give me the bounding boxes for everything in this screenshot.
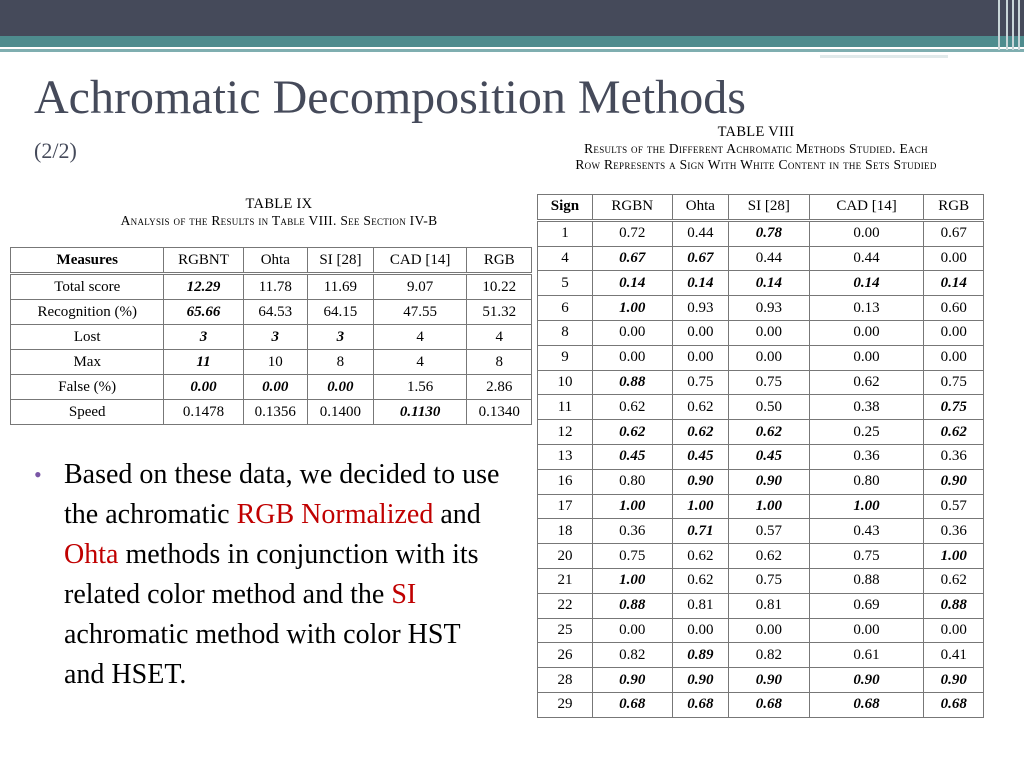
table-viii-cell: 0.00	[809, 220, 924, 246]
table-viii-cell: 0.00	[672, 618, 728, 643]
table-viii-row	[538, 271, 984, 296]
table-viii-cell: 18	[538, 519, 593, 544]
table-viii-row	[538, 568, 984, 593]
table-ix-cell: Total score	[11, 274, 164, 300]
table-ix-cell: 4	[373, 350, 467, 375]
table-ix-cell: 0.1478	[164, 400, 243, 425]
table-viii-cell: 1.00	[672, 494, 728, 519]
table-viii-cell: 1.00	[924, 544, 984, 569]
table-viii-row	[538, 668, 984, 693]
table-ix-caption	[34, 196, 524, 229]
table-viii-cell: 0.75	[592, 544, 672, 569]
table-ix-row	[11, 350, 532, 375]
table-ix-cell: 51.32	[467, 300, 532, 325]
table-viii-cell: 0.62	[672, 420, 728, 445]
table-viii-caption-line1: Results of the Different Achromatic Methods Studied. Each	[584, 141, 928, 156]
table-ix-caption-line1: Analysis of the Results in Table VIII. See Section IV-B	[120, 213, 438, 228]
table-viii-row	[538, 544, 984, 569]
table-ix-cell: 9.07	[373, 274, 467, 300]
table-viii-row	[538, 494, 984, 519]
table-ix-cell: Speed	[11, 400, 164, 425]
table-ix-cell: 3	[164, 325, 243, 350]
table-viii-cell: 1	[538, 220, 593, 246]
table-ix-row	[11, 274, 532, 300]
table-viii-cell: 22	[538, 593, 593, 618]
table-viii-header-cell: CAD [14]	[809, 195, 924, 221]
bullet-dot-icon: •	[34, 462, 42, 487]
table-ix-cell: 11	[164, 350, 243, 375]
table-viii-cell: 0.36	[809, 444, 924, 469]
table-viii-cell: 0.75	[672, 370, 728, 395]
table-viii-cell: 0.67	[924, 220, 984, 246]
table-viii-cell: 0.68	[924, 692, 984, 717]
table-viii-cell: 0.57	[729, 519, 810, 544]
table-viii-header-cell: SI [28]	[729, 195, 810, 221]
bullet-text-part1: Based on these data, we decided to use the achromatic	[64, 459, 500, 530]
table-ix-cell: 11.69	[308, 274, 374, 300]
table-viii-cell: 0.00	[672, 320, 728, 345]
table-viii-cell: 0.80	[592, 469, 672, 494]
table-viii-cell: 0.60	[924, 296, 984, 321]
table-ix-row	[11, 400, 532, 425]
table-ix-row	[11, 325, 532, 350]
bullet-text	[64, 455, 504, 695]
table-ix-cell: 0.00	[243, 375, 307, 400]
table-viii-cell: 1.00	[592, 494, 672, 519]
table-viii-cell: 0.44	[729, 246, 810, 271]
table-viii-row	[538, 296, 984, 321]
table-viii-cell: 0.75	[924, 395, 984, 420]
header-accent-band	[0, 36, 1024, 47]
table-viii-cell: 0.90	[924, 469, 984, 494]
table-viii-cell: 25	[538, 618, 593, 643]
table-viii-cell: 0.88	[924, 593, 984, 618]
table-ix-cell: 1.56	[373, 375, 467, 400]
table-viii-cell: 16	[538, 469, 593, 494]
table-viii-caption-title: TABLE VIII	[717, 124, 795, 140]
table-viii-cell: 0.62	[729, 420, 810, 445]
table-ix-cell: 0.1400	[308, 400, 374, 425]
table-viii-cell: 0.75	[809, 544, 924, 569]
table-viii-cell: 20	[538, 544, 593, 569]
table-viii-cell: 0.81	[729, 593, 810, 618]
table-ix-cell: Lost	[11, 325, 164, 350]
table-ix-header-cell: SI [28]	[308, 248, 374, 274]
table-viii-cell: 0.88	[592, 593, 672, 618]
table-ix-cell: Recognition (%)	[11, 300, 164, 325]
table-viii-cell: 0.78	[729, 220, 810, 246]
table-viii-cell: 0.36	[924, 519, 984, 544]
table-viii-row	[538, 345, 984, 370]
table-ix-cell: 10.22	[467, 274, 532, 300]
table-viii-cell: 0.93	[729, 296, 810, 321]
table-viii-row	[538, 519, 984, 544]
table-viii-cell: 0.00	[809, 618, 924, 643]
table-viii-cell: 0.67	[672, 246, 728, 271]
table-viii-cell: 0.62	[809, 370, 924, 395]
table-ix-header-cell: Ohta	[243, 248, 307, 274]
table-viii-cell: 0.41	[924, 643, 984, 668]
table-ix-row	[11, 300, 532, 325]
table-viii-cell: 0.14	[924, 271, 984, 296]
table-viii-cell: 0.44	[809, 246, 924, 271]
table-viii-cell: 4	[538, 246, 593, 271]
table-viii-caption-line2: Row Represents a Sign With White Content in the Sets Studied	[575, 157, 937, 172]
table-viii-cell: 6	[538, 296, 593, 321]
table-viii-cell: 9	[538, 345, 593, 370]
table-viii-cell: 0.81	[672, 593, 728, 618]
table-viii-cell: 0.44	[672, 220, 728, 246]
table-ix-cell: 3	[243, 325, 307, 350]
table-ix-row	[11, 375, 532, 400]
table-viii-cell: 0.00	[672, 345, 728, 370]
table-viii-cell: 0.88	[592, 370, 672, 395]
table-viii-header-cell: Sign	[538, 195, 593, 221]
table-viii-cell: 0.75	[729, 370, 810, 395]
table-ix-header-row	[11, 248, 532, 274]
table-ix-header-cell: CAD [14]	[373, 248, 467, 274]
table-viii-row	[538, 320, 984, 345]
table-viii-cell: 0.90	[592, 668, 672, 693]
table-viii-cell: 0.90	[924, 668, 984, 693]
table-viii-cell: 0.00	[592, 320, 672, 345]
table-viii-cell: 0.90	[809, 668, 924, 693]
table-ix-cell: 8	[308, 350, 374, 375]
header-thin-band	[0, 49, 1024, 52]
table-viii-cell: 0.00	[924, 246, 984, 271]
table-ix-cell: 2.86	[467, 375, 532, 400]
table-viii-cell: 0.14	[809, 271, 924, 296]
table-viii-cell: 0.00	[924, 618, 984, 643]
table-viii-cell: 0.62	[592, 420, 672, 445]
table-viii-cell: 0.75	[924, 370, 984, 395]
table-ix	[10, 247, 532, 425]
table-ix-cell: 0.00	[308, 375, 374, 400]
table-viii-cell: 0.00	[592, 618, 672, 643]
table-viii-cell: 0.62	[729, 544, 810, 569]
table-viii-cell: 26	[538, 643, 593, 668]
table-viii-cell: 0.14	[729, 271, 810, 296]
table-ix-cell: 8	[467, 350, 532, 375]
table-viii-cell: 0.62	[672, 395, 728, 420]
table-ix-cell: 4	[467, 325, 532, 350]
table-viii-cell: 0.90	[729, 469, 810, 494]
bullet-highlight-rgb-normalized: RGB Normalized	[236, 499, 434, 530]
table-viii-cell: 0.71	[672, 519, 728, 544]
table-viii-cell: 0.57	[924, 494, 984, 519]
table-viii-cell: 0.62	[672, 544, 728, 569]
table-viii-row	[538, 370, 984, 395]
table-ix-cell: Max	[11, 350, 164, 375]
table-ix-cell: 4	[373, 325, 467, 350]
table-ix-cell: 0.1130	[373, 400, 467, 425]
table-viii-cell: 1.00	[592, 296, 672, 321]
table-viii-row	[538, 618, 984, 643]
table-viii-cell: 0.00	[809, 320, 924, 345]
table-viii-header-cell: RGB	[924, 195, 984, 221]
table-viii-row	[538, 593, 984, 618]
table-viii-cell: 0.00	[592, 345, 672, 370]
table-ix-header-cell: Measures	[11, 248, 164, 274]
table-viii-row	[538, 420, 984, 445]
table-viii-cell: 12	[538, 420, 593, 445]
accent-line	[820, 55, 948, 58]
table-viii-cell: 17	[538, 494, 593, 519]
table-viii-cell: 0.68	[809, 692, 924, 717]
table-viii-cell: 1.00	[592, 568, 672, 593]
table-viii-cell: 28	[538, 668, 593, 693]
table-viii-cell: 0.14	[592, 271, 672, 296]
table-viii-cell: 0.67	[592, 246, 672, 271]
table-viii-cell: 0.93	[672, 296, 728, 321]
table-viii-cell: 0.80	[809, 469, 924, 494]
table-viii-cell: 0.61	[809, 643, 924, 668]
table-ix-cell: 3	[308, 325, 374, 350]
table-viii-cell: 0.00	[924, 320, 984, 345]
table-viii-cell: 0.36	[924, 444, 984, 469]
table-viii-row	[538, 692, 984, 717]
table-viii-row	[538, 246, 984, 271]
bullet-text-part4: achromatic method with color HST and HSET.	[64, 619, 461, 690]
table-viii-cell: 0.50	[729, 395, 810, 420]
table-viii-row	[538, 444, 984, 469]
table-ix-cell: 0.1340	[467, 400, 532, 425]
table-ix-cell: 64.53	[243, 300, 307, 325]
table-viii-cell: 0.00	[729, 320, 810, 345]
table-viii-row	[538, 469, 984, 494]
table-viii-row	[538, 643, 984, 668]
slide-subtitle: (2/2)	[34, 138, 77, 163]
table-viii-cell: 0.14	[672, 271, 728, 296]
table-viii-cell: 0.89	[672, 643, 728, 668]
table-viii-cell: 0.38	[809, 395, 924, 420]
table-viii-cell: 0.00	[924, 345, 984, 370]
bullet-point	[34, 455, 504, 695]
table-viii-cell: 0.13	[809, 296, 924, 321]
bullet-highlight-ohta: Ohta	[64, 539, 119, 570]
table-viii-cell: 0.88	[809, 568, 924, 593]
table-viii-cell: 11	[538, 395, 593, 420]
table-ix-header-cell: RGB	[467, 248, 532, 274]
table-viii-cell: 8	[538, 320, 593, 345]
table-ix-cell: 64.15	[308, 300, 374, 325]
table-viii-cell: 21	[538, 568, 593, 593]
table-viii-cell: 1.00	[809, 494, 924, 519]
table-viii-cell: 0.00	[809, 345, 924, 370]
table-ix-cell: 47.55	[373, 300, 467, 325]
table-viii-cell: 0.25	[809, 420, 924, 445]
table-viii-row	[538, 395, 984, 420]
table-viii-cell: 0.00	[729, 618, 810, 643]
table-viii-cell: 0.62	[924, 568, 984, 593]
table-viii-cell: 29	[538, 692, 593, 717]
table-viii-cell: 13	[538, 444, 593, 469]
table-viii-cell: 0.00	[729, 345, 810, 370]
table-viii-cell: 0.68	[592, 692, 672, 717]
bullet-text-part2: and	[433, 499, 481, 530]
table-viii-cell: 0.62	[924, 420, 984, 445]
table-ix-cell: 0.00	[164, 375, 243, 400]
table-viii-cell: 0.69	[809, 593, 924, 618]
table-viii-cell: 0.90	[672, 668, 728, 693]
table-viii-header-cell: Ohta	[672, 195, 728, 221]
bullet-text-part3: methods in conjunction with its related color method and the	[64, 539, 479, 610]
table-ix-cell: 10	[243, 350, 307, 375]
table-viii-cell: 0.68	[729, 692, 810, 717]
table-viii-cell: 0.36	[592, 519, 672, 544]
table-ix-header-cell: RGBNT	[164, 248, 243, 274]
table-viii-cell: 0.45	[672, 444, 728, 469]
table-ix-cell: 65.66	[164, 300, 243, 325]
table-ix-cell: 0.1356	[243, 400, 307, 425]
table-viii-cell: 0.68	[672, 692, 728, 717]
table-viii-cell: 0.90	[672, 469, 728, 494]
table-viii-cell: 10	[538, 370, 593, 395]
table-viii-cell: 0.62	[592, 395, 672, 420]
table-viii-header-cell: RGBN	[592, 195, 672, 221]
table-viii-cell: 1.00	[729, 494, 810, 519]
table-viii-cell: 0.82	[729, 643, 810, 668]
table-viii-cell: 0.90	[729, 668, 810, 693]
table-viii-header-row	[538, 195, 984, 221]
table-ix-cell: 12.29	[164, 274, 243, 300]
table-viii-cell: 0.75	[729, 568, 810, 593]
bullet-highlight-si: SI	[391, 579, 417, 610]
table-ix-cell: False (%)	[11, 375, 164, 400]
table-viii-cell: 0.43	[809, 519, 924, 544]
table-viii-cell: 5	[538, 271, 593, 296]
table-ix-cell: 11.78	[243, 274, 307, 300]
table-viii-cell: 0.45	[729, 444, 810, 469]
corner-decoration	[990, 0, 1024, 50]
table-ix-caption-title: TABLE IX	[245, 196, 313, 212]
table-viii-cell: 0.72	[592, 220, 672, 246]
table-viii-cell: 0.82	[592, 643, 672, 668]
table-viii-cell: 0.62	[672, 568, 728, 593]
table-viii-cell: 0.45	[592, 444, 672, 469]
table-viii-caption	[486, 124, 1024, 173]
table-viii-row	[538, 220, 984, 246]
table-viii	[537, 194, 984, 718]
slide-title: Achromatic Decomposition Methods	[34, 71, 746, 124]
header-band	[0, 0, 1024, 36]
